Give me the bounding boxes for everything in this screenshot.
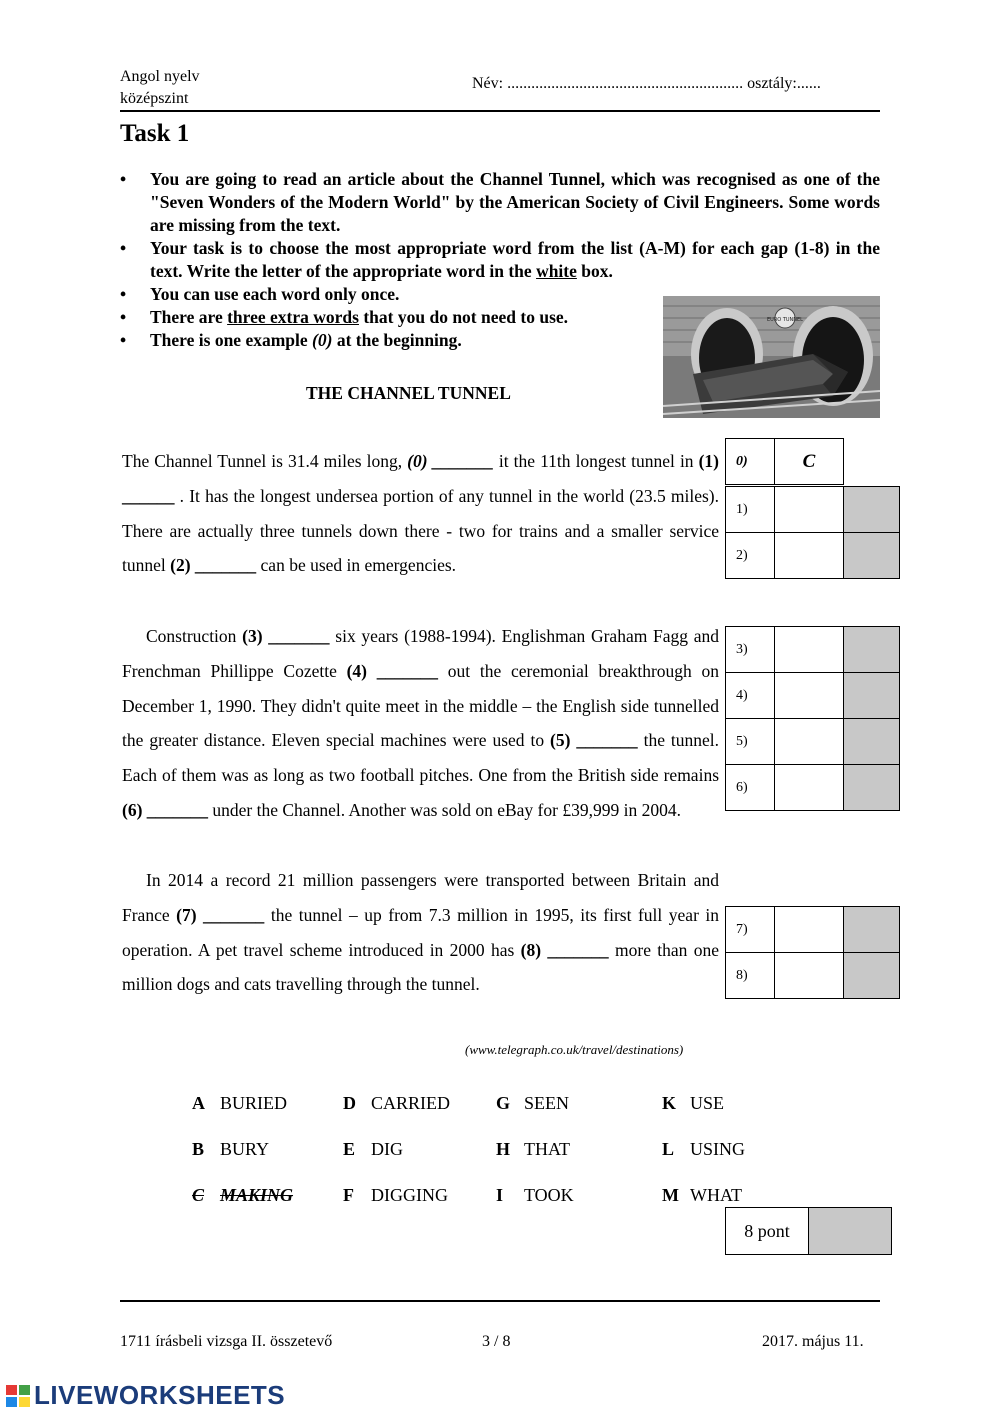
answer-label: 8)	[726, 953, 775, 999]
answer-boxes-7-8	[725, 906, 900, 999]
answer-box-example	[725, 438, 899, 485]
answer-label: 6)	[726, 765, 775, 811]
photo-sign-text: EURO TUNNEL	[767, 317, 803, 323]
option-f: F DIGGING	[343, 1185, 448, 1205]
answer-label: 7)	[726, 907, 775, 953]
answer-input-2[interactable]	[775, 533, 844, 579]
score-label: 8 pont	[726, 1208, 809, 1255]
option-m: M WHAT	[662, 1185, 742, 1205]
score-box	[725, 1207, 892, 1255]
gap-8: (8) _______	[520, 939, 609, 960]
grader-box	[844, 953, 900, 999]
exam-subject	[120, 66, 200, 110]
answer-input-7[interactable]	[775, 907, 844, 953]
option-e: E DIG	[343, 1139, 403, 1159]
instruction-item: • Your task is to choose the most appropriate word from the list (A-M) for each gap (1-8) in the text. Write the letter of the appropriate word in the white box.	[120, 237, 880, 283]
grader-box	[844, 673, 900, 719]
article-paragraph-1: The Channel Tunnel is 31.4 miles long, (0) _______ it the 11th longest tunnel in (1) ______ . It has the longest undersea portion of any tunnel in the world (23.5 miles). There are actually three tunnels down there - two for trains and a smaller service tunnel (2) _______ can be used in emergencies.	[122, 451, 720, 576]
option-a: A BURIED	[192, 1093, 287, 1113]
grader-box	[844, 765, 900, 811]
instruction-item: • You can use each word only once.	[120, 283, 880, 306]
logo-grid-icon	[6, 1385, 32, 1407]
task-title: Task 1	[120, 120, 190, 147]
gap-2: (2) _______	[170, 555, 257, 576]
option-c-example-used: C MAKING	[192, 1185, 294, 1205]
instruction-item: • There is one example (0) at the beginning.	[120, 329, 880, 352]
answer-label: 4)	[726, 673, 775, 719]
example-label: 0)	[726, 439, 775, 485]
footer-page-number: 3 / 8	[482, 1333, 511, 1350]
grader-box	[844, 907, 900, 953]
grader-box	[844, 627, 900, 673]
name-class-field: Név: ........................................................... osztály:......	[472, 75, 821, 92]
answer-input-3[interactable]	[775, 627, 844, 673]
instruction-item: • There are three extra words that you do not need to use.	[120, 306, 880, 329]
answer-input-6[interactable]	[775, 765, 844, 811]
footer-date: 2017. május 11.	[762, 1333, 864, 1350]
grader-box	[844, 487, 900, 533]
gap-6: (6) _______	[122, 799, 209, 820]
answer-label: 1)	[726, 487, 775, 533]
answer-label: 2)	[726, 533, 775, 579]
gap-4: (4) _______	[346, 660, 439, 681]
answer-boxes-1-2	[725, 486, 900, 579]
liveworksheets-logo: LIVEWORKSHEETS	[6, 1380, 285, 1411]
example-answer: C	[775, 439, 844, 485]
answer-input-1[interactable]	[775, 487, 844, 533]
gap-5: (5) _______	[550, 730, 638, 751]
gap-7: (7) _______	[176, 904, 265, 925]
answer-input-4[interactable]	[775, 673, 844, 719]
answer-label: 5)	[726, 719, 775, 765]
instruction-item: • You are going to read an article about the Channel Tunnel, which was recognised as one of the "Seven Wonders of the Modern World" by the American Society of Civil Engineers. Some words are missing from the text.	[120, 168, 880, 237]
answer-input-8[interactable]	[775, 953, 844, 999]
option-g: G SEEN	[496, 1093, 569, 1113]
option-d: D CARRIED	[343, 1093, 451, 1113]
option-b: B BURY	[192, 1139, 270, 1159]
grader-box	[844, 719, 900, 765]
answer-input-5[interactable]	[775, 719, 844, 765]
option-h: H THAT	[496, 1139, 570, 1159]
subject-line-2: középszint	[120, 90, 189, 107]
gap-3: (3) _______	[242, 626, 330, 646]
article-paragraph-2: Construction (3) _______ six years (1988-1994). Englishman Graham Fagg and Frenchman Phillippe Cozette (4) _______ out the ceremonial breakthrough on December 1, 1990. They didn't quite meet in the middle – the English side tunnelled the greater distance. Eleven special machines were used to (5) _______ the tunnel. Each of them was as long as two football pitches. One from the British side remains (6) _______ under the Channel. Another was sold on eBay for £39,999 in 2004.	[122, 626, 720, 820]
channel-tunnel-photo	[663, 296, 880, 418]
subject-line-1: Angol nyelv	[120, 68, 200, 85]
option-l: L USING	[662, 1139, 746, 1159]
header-rule	[120, 110, 880, 112]
score-grader-box	[809, 1208, 892, 1255]
article-source: (www.telegraph.co.uk/travel/destinations)	[465, 1042, 684, 1057]
option-k: K USE	[662, 1093, 725, 1113]
gap-1: (1) ______	[122, 451, 720, 506]
article-title: THE CHANNEL TUNNEL	[306, 383, 511, 403]
article-paragraph-3: In 2014 a record 21 million passengers were transported between Britain and France (7) _______ the tunnel – up from 7.3 million in 1995, its first full year in operation. A pet travel scheme introduced in 2000 has (8) _______ more than one million dogs and cats travelling through the tunnel.	[122, 870, 720, 995]
footer-rule	[120, 1300, 880, 1302]
answer-label: 3)	[726, 627, 775, 673]
answer-boxes-3-6	[725, 626, 900, 811]
gap-0: (0) _______	[407, 451, 494, 471]
option-i: I TOOK	[496, 1185, 574, 1205]
grader-box	[844, 533, 900, 579]
footer-exam-info: 1711 írásbeli vizsga II. összetevő	[120, 1333, 333, 1350]
